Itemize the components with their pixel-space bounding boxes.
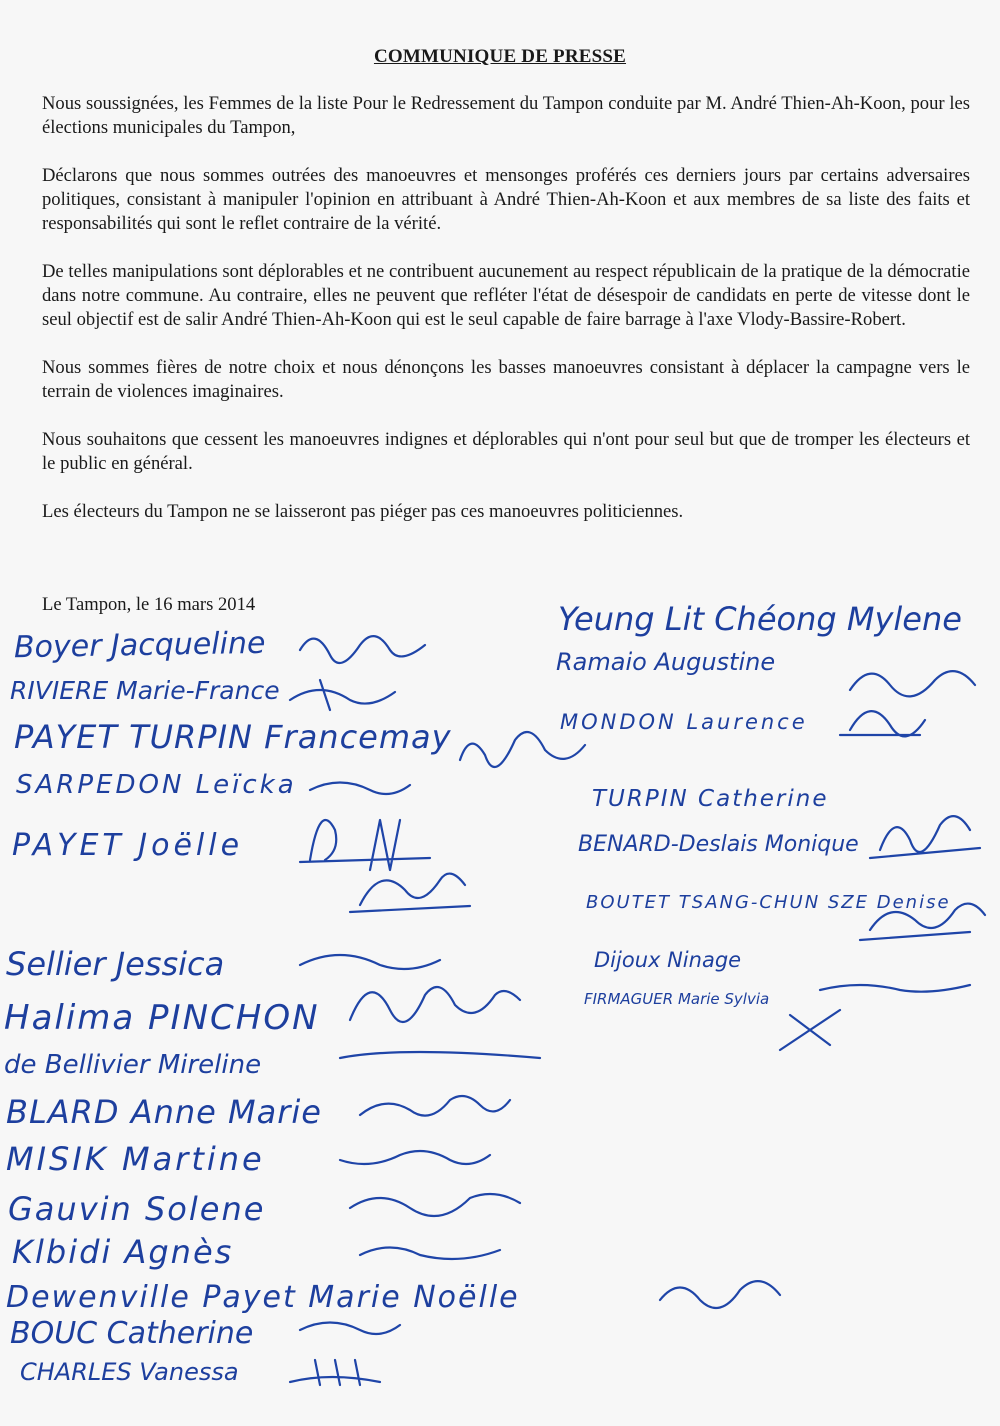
signature-name: BOUTET TSANG-CHUN SZE Denise xyxy=(586,892,951,913)
signature-name: BENARD-Deslais Monique xyxy=(578,832,859,857)
signature-name: BLARD Anne Marie xyxy=(6,1093,322,1131)
signature-name: Sellier Jessica xyxy=(6,945,225,983)
signature-name: RIVIERE Marie-France xyxy=(10,676,280,705)
signature-scribble xyxy=(340,1052,540,1058)
signature-name: Ramaio Augustine xyxy=(556,648,776,676)
signature-name: Boyer Jacqueline xyxy=(13,625,266,666)
date-line: Le Tampon, le 16 mars 2014 xyxy=(42,594,256,615)
signature-name: PAYET TURPIN Francemay xyxy=(14,718,452,756)
signature-scribble xyxy=(300,820,430,870)
signature-name: CHARLES Vanessa xyxy=(20,1358,239,1386)
signature-scribble xyxy=(290,1360,380,1385)
signature-name: SARPEDON Leïcka xyxy=(16,770,297,800)
signature-name: BOUC Catherine xyxy=(10,1316,254,1351)
signature-name: PAYET Joëlle xyxy=(12,828,244,863)
signature-scribble xyxy=(780,1010,840,1050)
paragraph: Nous sommes fières de notre choix et nous dénonçons les basses manoeuvres consistant à déplacer la campagne vers le terrain de violences imaginaires. xyxy=(42,357,970,402)
paragraph: Nous souhaitons que cessent les manoeuvres indignes et déplorables qui n'ont pour seul but que de tromper les électeurs et le public en général. xyxy=(42,429,970,474)
signature-scribble xyxy=(300,636,425,663)
signature-name: MISIK Martine xyxy=(6,1140,265,1178)
signature-name: de Bellivier Mireline xyxy=(4,1050,262,1080)
signature-name: Dewenville Payet Marie Noëlle xyxy=(6,1280,520,1315)
document-title: COMMUNIQUE DE PRESSE xyxy=(373,46,627,67)
signature-name: Gauvin Solene xyxy=(8,1190,266,1228)
signature-scribble xyxy=(310,783,410,795)
signature-scribble xyxy=(360,1096,510,1116)
signature-scribble xyxy=(850,671,975,696)
signature-scribble xyxy=(350,874,470,912)
signature-scribble xyxy=(860,904,985,940)
signature-scribble xyxy=(820,985,970,992)
signature-scribble xyxy=(350,987,520,1022)
signature-scribble xyxy=(300,955,440,969)
paragraph: Nous soussignées, les Femmes de la liste Pour le Redressement du Tampon conduite par M. André Thien-Ah-Koon, pour les élections municipales du Tampon, xyxy=(42,93,970,138)
paragraph: Déclarons que nous sommes outrées des manoeuvres et mensonges proférés ces derniers jours par certains adversaires politiques, consistant à manipuler l'opinion en attribuant à André Thien-Ah-Koon et aux membres de sa liste des faits et responsabilités qui sont le reflet contraire de la vérité. xyxy=(42,165,970,234)
signature-scribble xyxy=(300,1323,400,1335)
signature-name: Yeung Lit Chéong Mylene xyxy=(558,600,962,638)
signature-name: TURPIN Catherine xyxy=(592,786,829,812)
signature-name: FIRMAGUER Marie Sylvia xyxy=(584,990,770,1008)
signature-scribble xyxy=(360,1248,500,1260)
paragraph: Les électeurs du Tampon ne se laisseront pas piéger pas ces manoeuvres politiciennes. xyxy=(42,501,684,522)
signature-scribble xyxy=(460,732,585,767)
signature-scribble xyxy=(840,711,925,736)
paragraph: De telles manipulations sont déplorables et ne contribuent aucunement au respect républicain de la pratique de la démocratie dans notre commune. Au contraire, elles ne peuvent que refléter l'état de désespoir de candidats en perte de vitesse dont le seul objectif est de salir André Thien-Ah-Koon qui est le seul capable de faire barrage à l'axe Vlody-Bassire-Robert. xyxy=(42,261,970,330)
signature-name: Klbidi Agnès xyxy=(12,1233,234,1271)
signature-scribble xyxy=(660,1281,780,1308)
signature-name: MONDON Laurence xyxy=(560,710,808,734)
signature-scribble xyxy=(350,1194,520,1216)
signature-scribble xyxy=(870,816,980,858)
signature-name: Halima PINCHON xyxy=(4,998,320,1038)
signature-scribble xyxy=(290,680,395,710)
signature-name: Dijoux Ninage xyxy=(594,948,742,972)
signature-scribble xyxy=(340,1151,490,1164)
